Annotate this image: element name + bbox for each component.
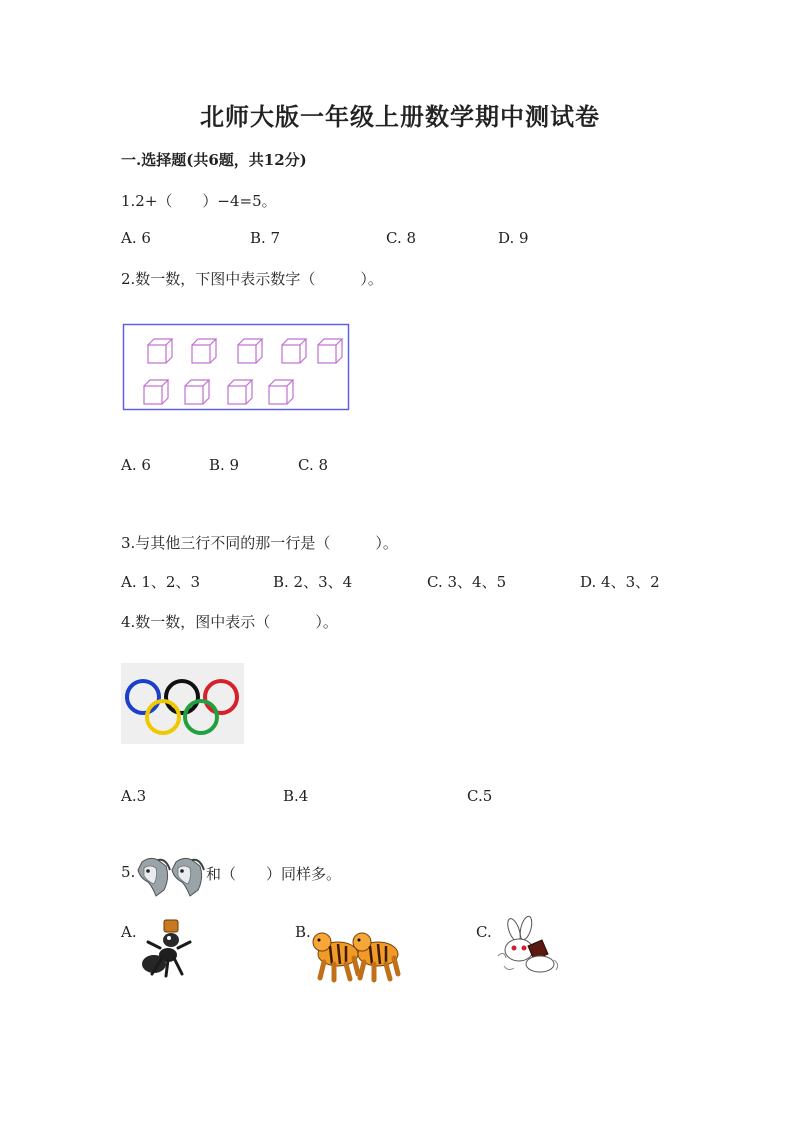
cube-2 [192,339,216,363]
tiger-figure [313,933,358,980]
cube-7 [185,380,209,404]
question-4-option-c[interactable]: C.5 [467,787,493,805]
tiger-figure [353,933,398,980]
cube-9 [269,380,293,404]
section-heading: 一.选择题(共6题，共12分) [121,151,307,169]
cube-1 [148,339,172,363]
horse-icon [172,858,204,896]
cube-3 [238,339,262,363]
question-5-stem-suffix: 和（ ）同样多。 [206,865,342,883]
cube-8 [228,380,252,404]
question-2-stem: 2.数一数，下图中表示数字（ ）。 [121,270,383,288]
question-3-stem: 3.与其他三行不同的那一行是（ ）。 [121,534,398,552]
cube-4 [282,339,306,363]
cube-frame-figure [122,323,350,411]
rabbit-icon [494,920,564,976]
question-5-stem-prefix: 5. [121,863,136,881]
question-4-stem: 4.数一数，图中表示（ ）。 [121,613,338,631]
question-5-option-a[interactable]: A. [121,923,137,941]
question-4-option-b[interactable]: B.4 [283,787,309,805]
question-1-option-c[interactable]: C. 8 [386,229,417,247]
question-5-option-c[interactable]: C. [476,923,492,941]
question-4-option-a[interactable]: A.3 [121,787,147,805]
question-3-option-c[interactable]: C. 3、4、5 [427,573,507,591]
question-1-stem: 1.2+（ ）−4=5。 [121,192,277,210]
question-2-option-a[interactable]: A. 6 [121,456,151,474]
horse-icon [138,858,170,896]
question-5-option-b[interactable]: B. [295,923,311,941]
tiger-icon [312,924,404,982]
cube-6 [144,380,168,404]
olympic-rings-figure [121,663,244,744]
question-2-option-b[interactable]: B. 9 [209,456,240,474]
question-3-option-d[interactable]: D. 4、3、2 [580,573,660,591]
rings-background [121,663,244,744]
question-1-option-b[interactable]: B. 7 [250,229,281,247]
cube-5 [318,339,342,363]
question-1-option-a[interactable]: A. 6 [121,229,151,247]
cube-frame-border [124,325,349,410]
page-title: 北师大版一年级上册数学期中测试卷 [200,102,600,131]
question-3-option-a[interactable]: A. 1、2、3 [121,573,200,591]
question-2-option-c[interactable]: C. 8 [298,456,329,474]
horse-icon-group [136,856,206,898]
question-3-option-b[interactable]: B. 2、3、4 [273,573,353,591]
ant-icon [138,918,198,980]
question-1-option-d[interactable]: D. 9 [498,229,529,247]
